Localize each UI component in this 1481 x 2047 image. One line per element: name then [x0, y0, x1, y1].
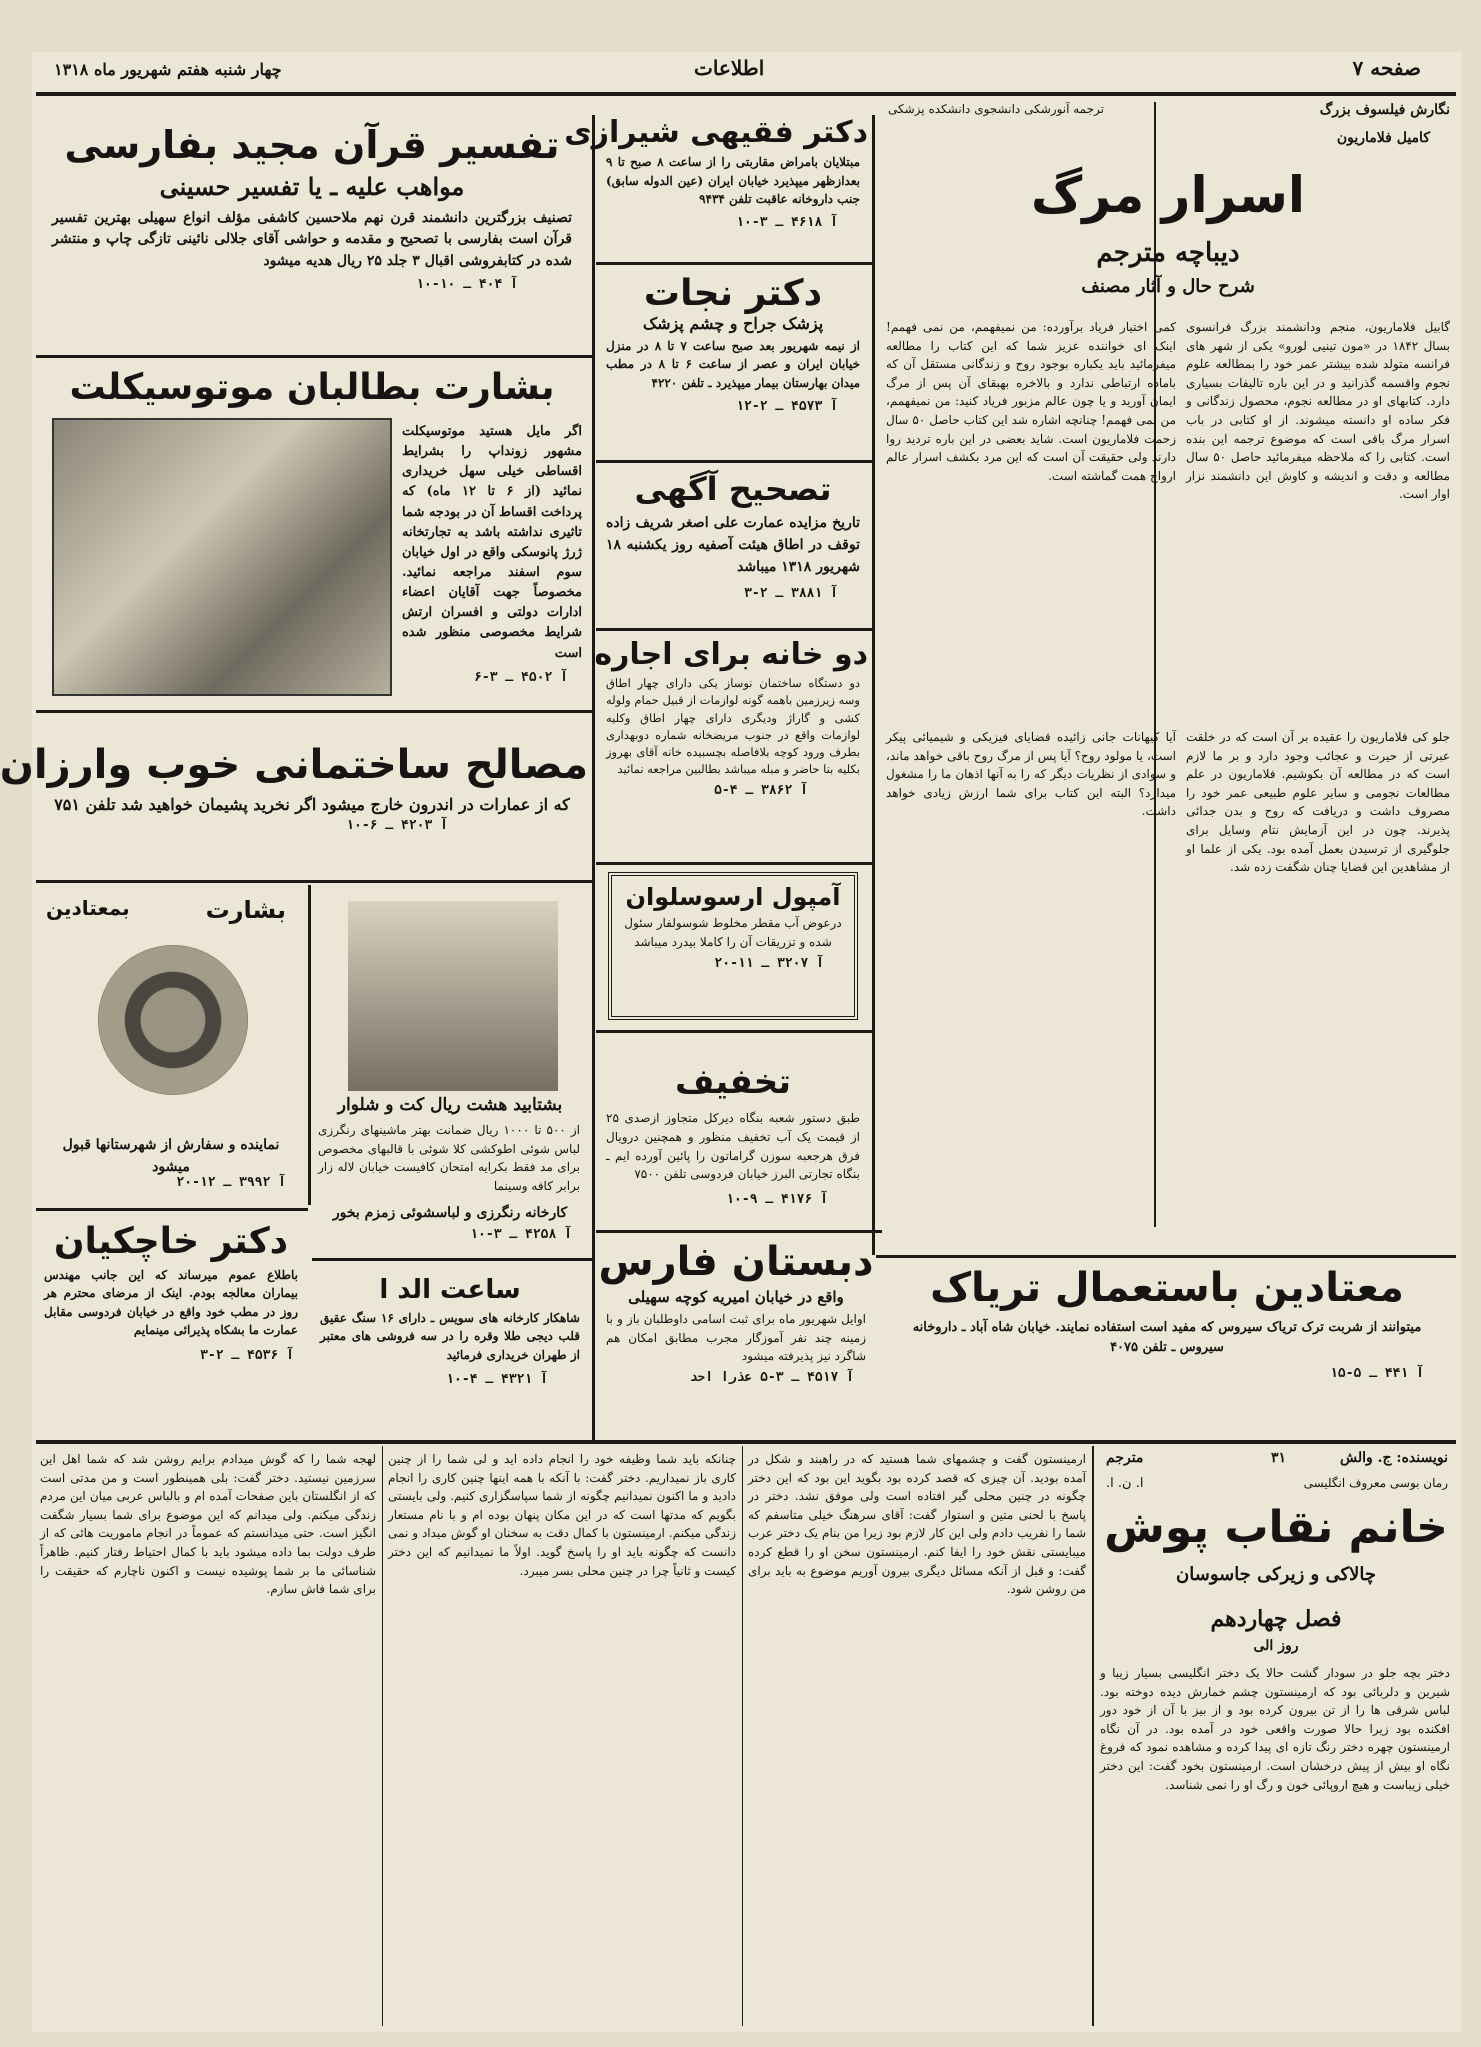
rule	[36, 1208, 308, 1211]
article-secrets-of-death	[878, 98, 1458, 1248]
ad-code: آ ۴۱۷۶ ـ ۹-۱۰	[726, 1191, 828, 1207]
rule	[596, 862, 872, 865]
ad-code: آ ۴۵۰۲ ـ ۳-۶	[474, 670, 568, 685]
rule	[36, 355, 592, 358]
ad-title: ساعت الد ا	[379, 1275, 521, 1305]
ad-code: آ ۴۰۴ ـ ۱۰-۱۰	[416, 276, 518, 292]
ad-dr-faghihi	[564, 110, 868, 260]
rule	[382, 1446, 383, 2026]
article-title: اسرار مرگ	[1031, 166, 1305, 224]
byline-label: نگارش فیلسوف بزرگ	[1319, 102, 1450, 118]
rule	[596, 1030, 872, 1033]
ad-title: معتادین باستعمال تریاک	[930, 1265, 1404, 1311]
ad-code: آ ۴۵۳۶ ـ ۲-۳	[200, 1347, 294, 1363]
article-subtitle-2: شرح حال و آثار مصنف	[1081, 276, 1255, 297]
serial-col-1: دختر بچه جلو در سودار گشت حالا یک دختر انگلیسی بسیار زیبا و شیرین و دلربائی بود که ارمینستون چشم خمارش دیده دوخته بود. لباس شرقی ها را از تن بیرون کرده بود و از بیز با آن از خود دور افکنده بود زیرا حالا صورت واقعی خود در آمده بود. در آن نگاه ارمینستون چهره دختر رنگ تازه ای پیدا کرده و مشاهده نمود که فروغ نگاه او بیش از پیش درخشان است. ارمینستون بخود گفت: این دختر خیلی زیباست و هیچ اروپائی خون و رگ او را نمی شناسد.	[1100, 1666, 1450, 1792]
ad-code: آ ۳۹۹۲ ـ ۱۲-۲۰	[176, 1175, 286, 1190]
ad-brand: کارخانه رنگرزی و لباسشوئی زمزم بخور	[332, 1205, 568, 1221]
serial-chapter-sub: روز الی	[1253, 1638, 1299, 1654]
rule	[596, 262, 872, 265]
serial-col-3: چنانکه باید شما وظیفه خود را انجام داده اید و لی شما را از چنین کاری باز نمیداریم. دختر گفت: با آنکه با همه اینها چنین کاری را انجام دادید و ما اکنون نمیدانیم چگونه از شما سپاسگزاری کنیم. ولی بایستی بگویم که مدتها است که در این مکان پنهان بوده ام و با نام مستعار زندگی میکنم. ارمینستون با کمال دقت به سخنان او گوش میداد و نمی دانست که چگونه باید او را پاسخ گوید. اولاً ما نمیدانیم که این دختر کیست و ثانیاً چرا در چنین محلی بسر میبرد.	[388, 1452, 736, 1578]
ad-watch	[312, 1262, 588, 1437]
ad-subtitle: پزشک جراح و چشم پزشک	[642, 313, 824, 333]
section-rule	[36, 1440, 1456, 1444]
date-line: چهار شنبه هفتم شهریور ماه ۱۳۱۸	[54, 60, 282, 79]
serial-intro: رمان بوسی معروف انگلیسی	[1303, 1476, 1448, 1490]
translator-line: ترجمه آنورشکی دانشجوی دانشکده پزشکی	[888, 102, 1104, 116]
serial-novel	[1096, 1446, 1456, 2026]
serial-subtitle: چالاکی و زیرکی جاسوسان	[1176, 1564, 1376, 1585]
rule	[36, 710, 592, 713]
ad-code: آ ۳۸۸۱ ـ ۲-۳	[744, 586, 838, 602]
serial-translator-label: مترجم	[1106, 1450, 1144, 1466]
ad-ampoule	[608, 872, 858, 1020]
page-label: صفحه ۷	[1352, 56, 1421, 80]
ad-quran-tafsir	[36, 115, 588, 355]
serial-col-2: ارمینستون گفت و چشمهای شما هستید که در راهبند و شکل در آمده بودید. آن چیزی که قصد کرده بود بگوید این بود که این دختر چگونه در چنین محلی گیر افتاده است ولی موفق نشد. دختر در پاسخ با لحنی متین و استوار گفت: آقای سرهنگ خیلی متاسفم که شما را نفریب دادم ولی این کار لازم بود زیرا من بنام یک دختر عرب میبایستی نقش خود را ایفا کنم. ارمینستون سخن او را قطع کرده گفت: و قبل از آنکه مسائل دیگری بیرون آوریم موضوع به باید برای من روشن شود.	[748, 1452, 1086, 1597]
serial-number: ۳۱	[1270, 1450, 1286, 1466]
rule	[742, 1446, 743, 2026]
column-rule-2	[872, 115, 875, 1255]
ad-motorcycle	[36, 360, 588, 705]
ad-code: آ ۳۸۶۲ ـ ۴-۵	[714, 782, 808, 798]
ad-code: آ ۴۶۱۸ ـ ۳-۱۰	[736, 214, 838, 230]
ad-code: آ ۴۳۲۱ ـ ۴-۱۰	[446, 1372, 548, 1388]
paper-name: اطلاعات	[694, 56, 765, 80]
ad-code: آ ۴۲۵۸ ـ ۳-۱۰	[470, 1227, 572, 1242]
rule	[596, 460, 872, 463]
ad-body: مبتلایان بامراض مقاربتی را از ساعت ۸ صبح تا ۹ بعدازظهر میپذیرد خیابان ایران (عین الدوله سابق) جنب داروخانه عاقبت تلفن ۹۴۳۴	[606, 155, 860, 207]
ad-body: شاهکار کارخانه های سویس ـ دارای ۱۶ سنگ عقیق قلب دیجی طلا وقره را در سه فروشی های معتبر از طهران خریداری فرمائید	[320, 1310, 580, 1362]
ad-title: دو خانه برای اجاره	[594, 637, 868, 672]
ad-body: نماینده و سفارش از شهرستانها قبول میشود	[62, 1137, 280, 1175]
article-col-left: کمی اختیار فریاد برآورده: من نمیفهمم، من نمی فهمم! اینک ای خواننده عزیز شما که این کتاب را مطالعه میفرمائید باید یکباره بوجود روح و زندگانی مستقل آن که باماده ارتباطی ندارد و بالاخره بهبقای آن پس از مرگ ایمان آورید و یا چون عالم مزبور فریاد کنید: من نمیفهمم، من نمی فهمم! چنانچه اشاره شد این کتاب حاصل ۵۰ سال زحمت فلاماریون است. شاید بعضی در این باره تردید روا دارند ولی حقیقت آن است که این مرد بکشف اسرار عالم ارواح همت گماشته است.	[886, 320, 1177, 483]
ad-school-fars	[598, 1234, 874, 1434]
rule	[1092, 1446, 1094, 2026]
ad-addiction-news	[36, 885, 306, 1205]
ad-title: بشتابید هشت ریال کت و شلوار	[337, 1095, 563, 1115]
ad-correction	[598, 464, 868, 624]
ad-title: بشارت بطالبان موتوسیکلت	[69, 367, 555, 408]
ad-body: تصنیف بزرگترین دانشمند قرن نهم ملاحسین کاشفی مؤلف انواع سهیلی بهترین تفسیر قرآن است بفارسی با تصحیح و مقدمه و حواشی آقای جلالی نائینی تازگی چاپ و منتشر شده در کتابفروشی اقبال ۳ جلد ۲۵ ریال هدیه میشود	[52, 209, 572, 269]
ad-title: دکتر فقیهی شیرازی	[564, 115, 868, 150]
ad-body: اوایل شهریور ماه برای ثبت اسامی داوطلبان باز و با زمینه چند نفر آموزگار مجرب مطابق امکان هم شاگرد نیز پذیرفته میشود	[606, 1312, 866, 1364]
medicine-tin-seal	[98, 945, 248, 1095]
ad-code: آ ۴۴۱ ـ ۵-۱۵	[1330, 1366, 1424, 1382]
ad-body: که از عمارات در اندرون خارج میشود اگر نخرید پشیمان خواهید شد تلفن ۷۵۱	[54, 795, 570, 814]
ad-body: میتوانند از شربت ترک تریاک سیروس که مفید است استفاده نمایند. خیابان شاه آباد ـ داروخانه سیروس ـ تلفن ۴۰۷۵	[912, 1320, 1422, 1356]
rule	[596, 1230, 882, 1233]
ad-title: آمپول ارسوسلوان	[625, 883, 841, 911]
rule	[596, 628, 872, 631]
serial-author: نویسنده: ج. والش	[1339, 1450, 1448, 1466]
rule	[36, 880, 592, 883]
author-name: کامیل فلاماریون	[1336, 130, 1430, 146]
ad-code: آ ۴۵۱۷ ـ ۳-۵ عذرا احد	[689, 1369, 854, 1385]
serial-col-4: لهجه شما را که گوش میدادم برایم روشن شد که شما اهل این سرزمین نیستید. دختر گفت: بلی همینطور است و من مدتی است که از انگلستان باین صفحات آمده ام و بالباس عربی میان این مردم زندگی میکنم. ولی میدانم که این موضوع برای شما بسیار شگفت انگیز است. حتی میدانستم که عموماً در انجام ماموریت هائی که از طرف دولت بما داده میشود باید با کمال احتیاط رفتار کنیم. ظاهراً شناسائی ما بر شما پوشیده نیست و اکنون ناچارم که حقیقت را برای شما فاش سازم.	[40, 1452, 376, 1597]
ad-left-title: بشارت	[205, 896, 286, 924]
serial-title: خانم نقاب پوش	[1104, 1502, 1448, 1553]
ad-dr-nejat	[598, 266, 868, 456]
ad-body: درعوض آب مقطر مخلوط شوسولفار سئول شده و تزریقات آن را کاملا بیدرد میباشد	[624, 916, 842, 949]
ad-subtitle: مواهب علیه ـ یا تفسیر حسینی	[159, 171, 465, 201]
serial-chapter: فصل چهاردهم	[1210, 1606, 1342, 1632]
ad-title: تصحیح آگهی	[634, 470, 832, 508]
serial-translator-name: ا. ن. ا.	[1106, 1476, 1144, 1491]
ad-right-title: بمعتادین	[46, 896, 130, 920]
ad-discount	[598, 1034, 868, 1234]
article-col-right: گابیل فلاماریون، منجم ودانشمند بزرگ فرانسوی بسال ۱۸۴۲ در «مون تینیی لورو» یکی از شهر های فرانسه متولد شده بیشتر عمر خود را بمطالعه علوم نجوم واقسمه گذرانید و در این باره تالیفات بسیاری دارد. کتابهای او در مطالعه نجوم، محصول زندگانی و فکر ساده او دانسته میشوند. از او کتابی در باب اسرار مرگ باقی است که موضوع ترجمه این بنده است. کتابی را که ملاحظه میفرمائید حاصل ۵۰ سال مطالعه و دقت و اندیشه و کاوش این دانشمند نزار اوار است.	[1186, 320, 1451, 502]
ad-building-materials	[0, 715, 588, 875]
ad-title: تخفیف	[674, 1062, 792, 1102]
ad-body: از ۵۰۰ تا ۱۰۰۰ ریال ضمانت بهتر ماشینهای رنگرزی لباس شوئی اطوکشی کلا شوئی با قالبهای مخصوص برای مد فقط بکرایه امتحان کافیست خیابان لاله زار برابر کافه وسینما	[318, 1123, 580, 1193]
ad-body: طبق دستور شعبه بنگاه دیرکل متجاوز ازصدی ۲۵ از قیمت یک آب تخفیف منظور و همچنین درویال فرق هرجعبه سوزن گراماتون را پائین آورده ایم ـ بنگاه تجارتی البرز خیابان فردوسی تلفن ۷۵۰۰	[606, 1111, 860, 1182]
ad-body: اگر مایل هستید موتوسیکلت مشهور زونداپ را بشرایط اقساطی خیلی سهل خریداری نمائید (از ۶ تا ۱۲ ماه) که پرداخت اقساط آن در بودجه شما تاثیری نداشته باشد به تجارتخانه ژرژ پانوسکی واقع در اول خیابان سوم اسفند مراجعه نمائید. مخصوصاً جهت آقایان اعضاء ادارات دولتی و افسران ارتش شرایط مخصوصی منظور شده است	[402, 424, 582, 661]
ad-title: مصالح ساختمانی خوب وارزان	[0, 742, 588, 788]
ad-code: آ ۳۲۰۷ ـ ۱۱-۲۰	[714, 955, 824, 971]
ad-code: آ ۴۵۷۳ ـ ۲-۱۲	[736, 398, 838, 414]
rule	[308, 885, 311, 1205]
ad-body: دو دستگاه ساختمان نوساز یکی دارای چهار اطاق وسه زیرزمین باهمه گونه لوازمات از قبیل حمام ولوله کشی و گاراژ ودیگری دارای چهار اطاق وکلیه لوازمات واقع در جنوب مریضخانه شماره دوبهداری بطرف ورود کوچه بلافاصله بچسبیده خانه آقای بهروز بکلیه بنا حاضر و مبله میباشد بطالبین مراجعه نمائید	[606, 676, 860, 777]
ad-title: دکتر خاچکیان	[53, 1221, 289, 1262]
rule	[312, 1258, 592, 1261]
ad-body: باطلاع عموم میرساند که این جانب مهندس بیماران معالجه بودم. اینک از مرضای محترم هر روز در مطب خود واقع در خیابان فردوسی مقابل عمارت ما بشکاه پذیرائی مینمایم	[44, 1267, 298, 1338]
article-col-left-2: آیا کیهانات جانی زائیده قضایای فیزیکی و شیمیائی پیکر است، یا مولود روح؟ آیا پس از مرگ روح باقی خواهد ماند، و سوادی از نظریات دیگر که را به آنها اذهان ما را مشغول میدارد؟ البته این کتاب برای شما ارزش زیادی خواهد داشت.	[886, 730, 1176, 819]
ad-opium-cure	[880, 1258, 1454, 1434]
laundry-machine-illustration	[348, 901, 558, 1091]
ad-laundry	[312, 885, 588, 1255]
article-subtitle: دیباچه مترجم	[1096, 238, 1240, 268]
ad-title: تفسیر قرآن مجید بفارسی	[64, 123, 560, 167]
ad-house-rent	[594, 632, 868, 857]
ad-body: از نیمه شهریور بعد صبح ساعت ۷ تا ۸ در منزل خیابان ایران و عصر از ساعت ۶ تا ۸ در مطب میدان بهارستان بیمار میپذیرد ـ تلفن ۴۲۲۰	[606, 338, 860, 390]
ad-title: دبستان فارس	[598, 1239, 874, 1285]
header-rule	[36, 92, 1456, 96]
ad-dr-khachikian	[36, 1212, 306, 1437]
ad-code: آ ۴۲۰۳ ـ ۶-۱۰	[346, 818, 448, 834]
column-rule-1	[592, 115, 595, 1440]
motorcycle-photo	[52, 418, 392, 696]
ad-body: تاریخ مزایده عمارت علی اصغر شریف زاده توقف در اطاق هیئت آصفیه روز یکشنبه ۱۸ شهریور ۱۳۱۸ میباشد	[606, 515, 860, 575]
article-col-right-2: جلو کی فلاماریون را عقیده بر آن است که در خلقت عبرتی از حیرت و عجائب وجود دارد و بر ما لازم است که در مطالعه آن بکوشیم. فلاماریون در علم مطالعات نجومی و سایر علوم طبیعی عمر خود را مصروف داشت و دریافت که روح و بدن جدائی پذیرند. چون در این آزمایش نتام وسایل برای جلوگیری از ترسیدن بعمل آمده بود. یکی از علما او از مشاهدین این قضایا چنان شگفت زده شد.	[1186, 730, 1450, 875]
ad-subtitle: واقع در خیابان امیریه کوچه سهیلی	[628, 1288, 844, 1306]
ad-title: دکتر نجات	[643, 273, 823, 314]
